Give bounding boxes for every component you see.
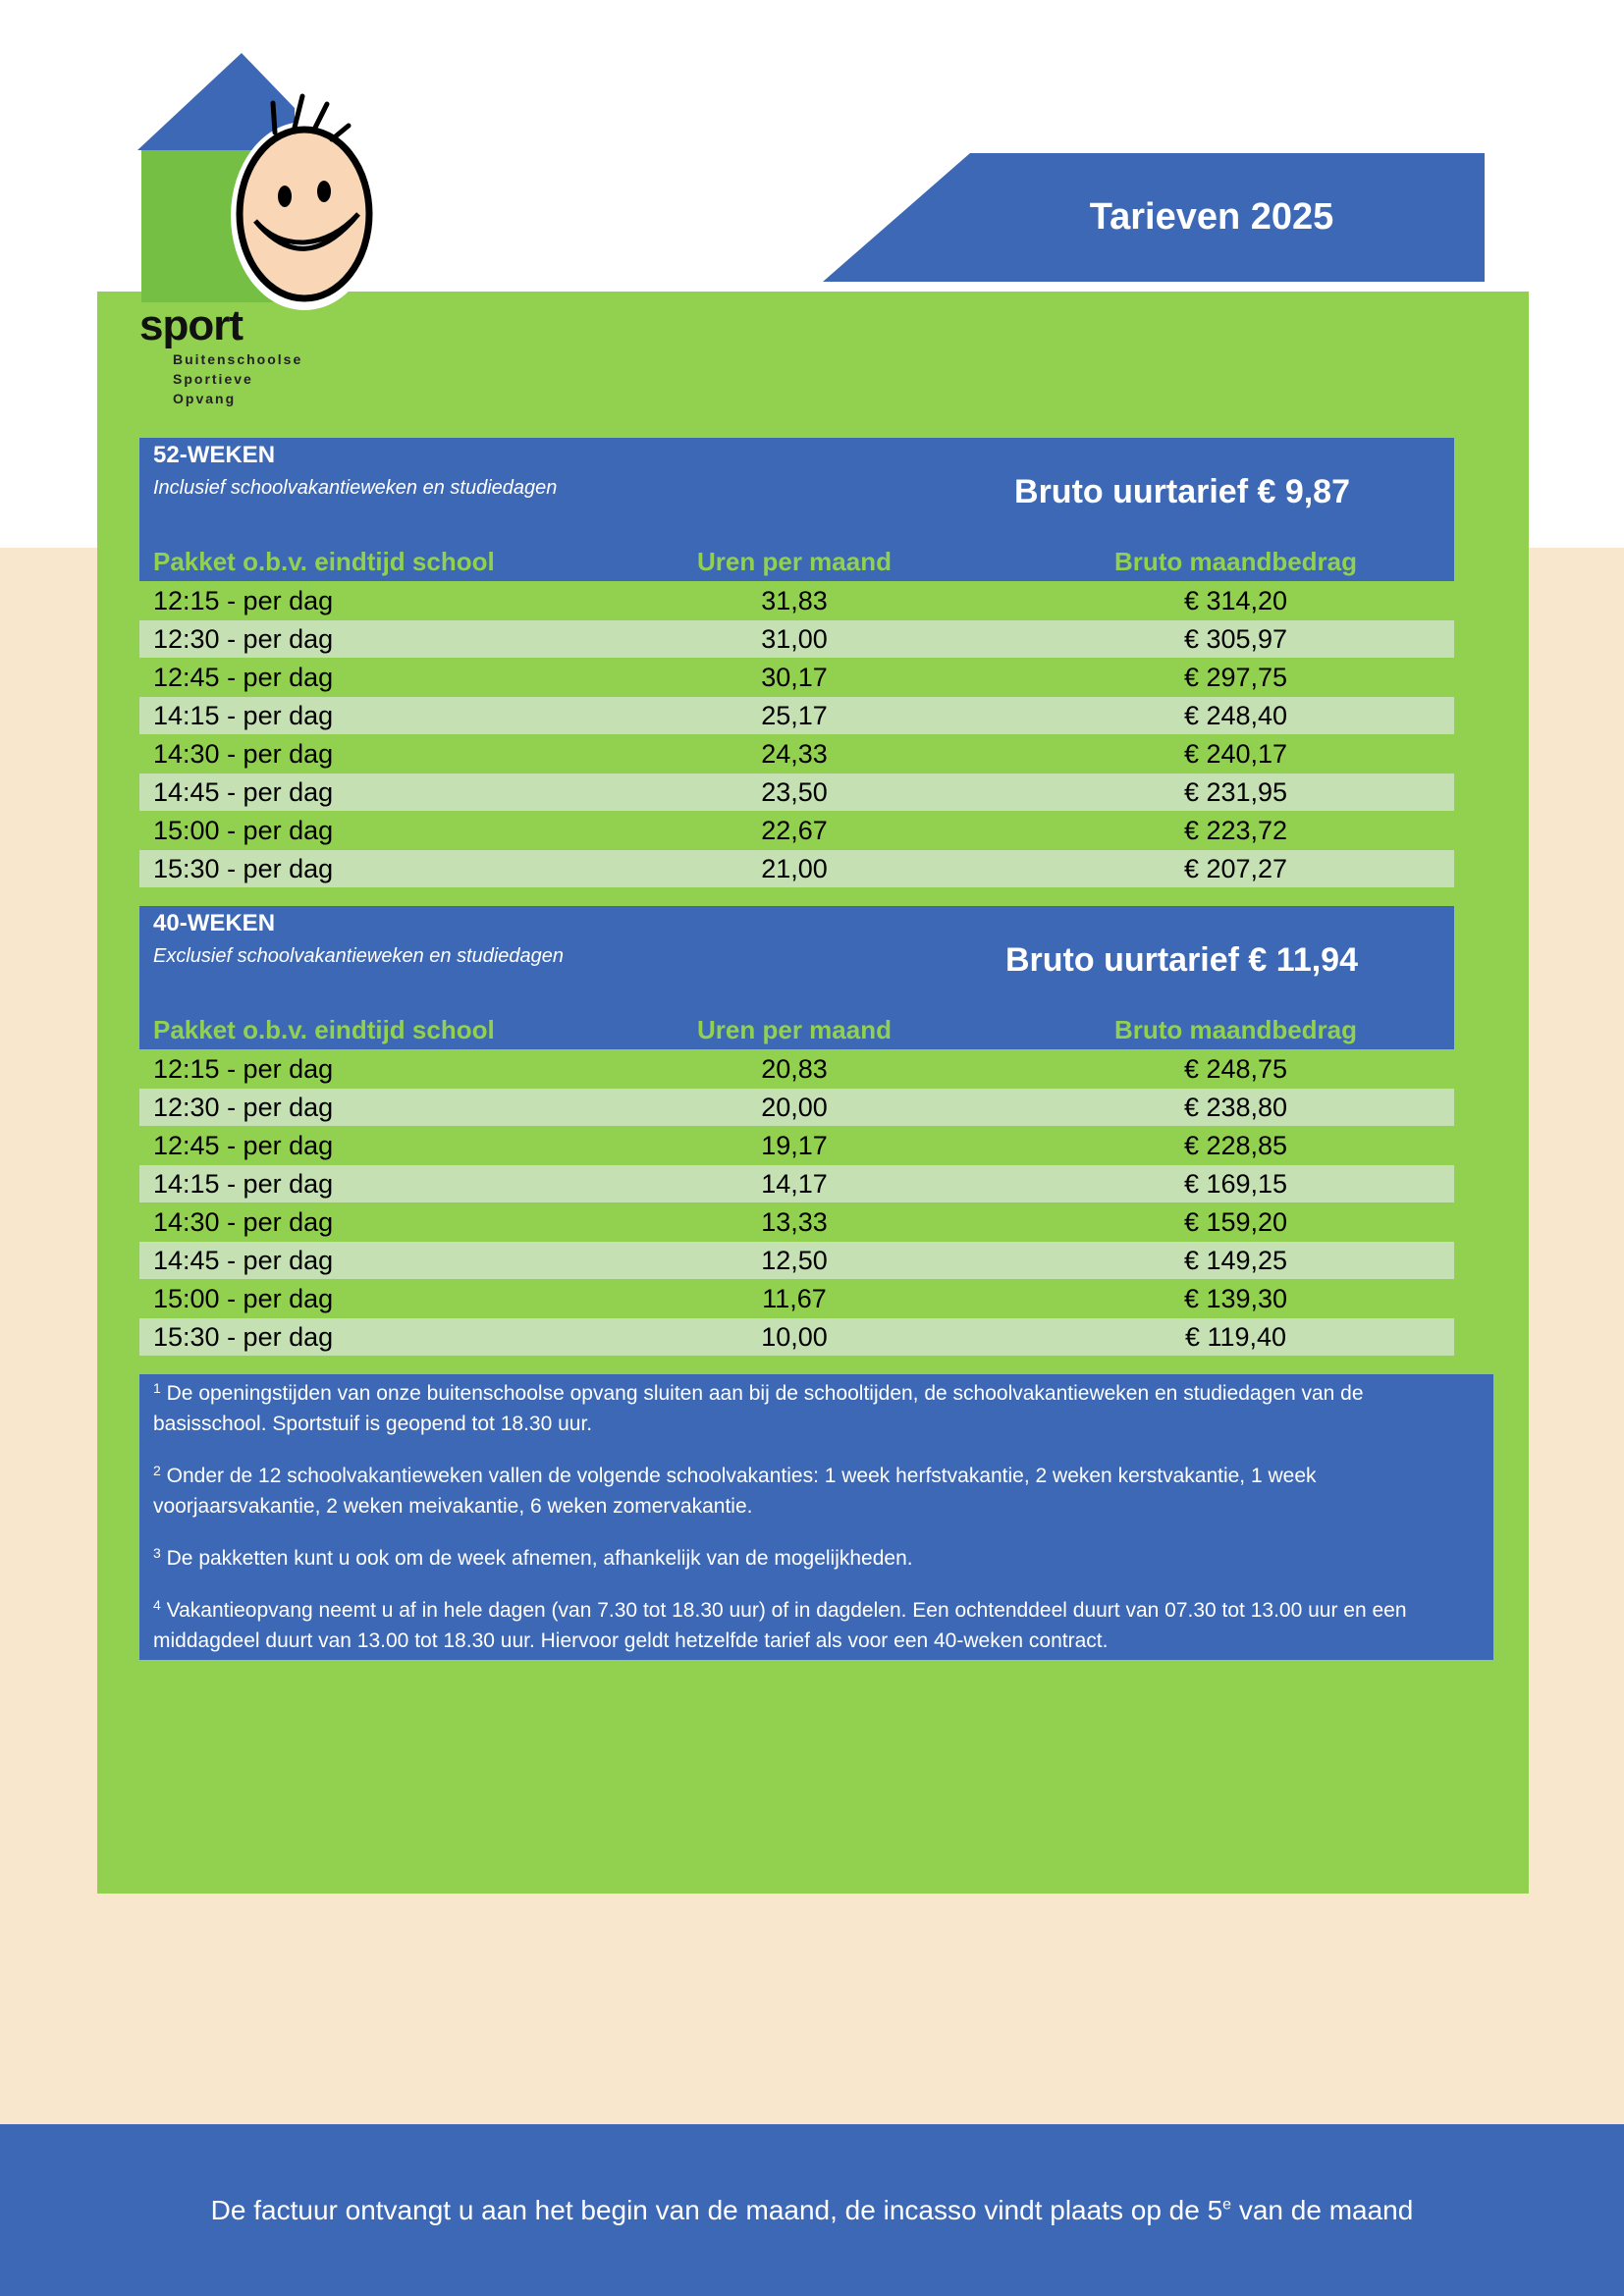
footnote: $^2$ Onder de 12 schoolvakantieweken vallen de volgende schoolvakanties: 1 week herfstvakantie, 2 weken kerstvakantie, 1 week voorjaarsvakantie, 2 weken meivakantie, 6 weken zomervakantie. bbox=[153, 1463, 1317, 1518]
table-subtitle: Inclusief schoolvakantieweken en studiedagen bbox=[153, 477, 558, 499]
footnote: $^1$ De openingstijden van onze buitenschoolse opvang sluiten aan bij de schooltijden, de schoolvakantieweken en studiedagen van de basisschool. Sportstuif is geopend tot 18.30 uur. bbox=[153, 1380, 1364, 1435]
table-row: 12:45 - per dag 30,17 € 297,75 bbox=[139, 658, 1454, 696]
column-headers bbox=[139, 1010, 1454, 1049]
table-title: 40-WEKEN bbox=[153, 910, 276, 936]
column-header-package: Pakket o.b.v. eindtijd school bbox=[153, 1014, 495, 1044]
table-row: 14:30 - per dag 24,33 € 240,17 bbox=[139, 734, 1454, 773]
table-row: 15:30 - per dag 10,00 € 119,40 bbox=[139, 1317, 1454, 1356]
table-row: 12:30 - per dag 20,00 € 238,80 bbox=[139, 1088, 1454, 1126]
table-header bbox=[139, 438, 1454, 581]
table-row: 15:30 - per dag 21,00 € 207,27 bbox=[139, 849, 1454, 887]
hourly-rate: Bruto uurtarief € 9,87 bbox=[1014, 473, 1350, 510]
table-header bbox=[139, 906, 1454, 1049]
column-header-package: Pakket o.b.v. eindtijd school bbox=[153, 546, 495, 576]
footnote: $^3$ De pakketten kunt u ook om de week afnemen, afhankelijk van de mogelijkheden. bbox=[153, 1545, 913, 1570]
table-row: 14:30 - per dag 13,33 € 159,20 bbox=[139, 1202, 1454, 1241]
footnotes bbox=[139, 1374, 1493, 1660]
table-title: 52-WEKEN bbox=[153, 442, 276, 468]
column-header-hours: Uren per maand bbox=[697, 1014, 892, 1044]
table-row: 14:45 - per dag 23,50 € 231,95 bbox=[139, 773, 1454, 811]
column-header-hours: Uren per maand bbox=[697, 546, 892, 576]
table-row: 12:30 - per dag 31,00 € 305,97 bbox=[139, 619, 1454, 658]
table-row: 14:45 - per dag 12,50 € 149,25 bbox=[139, 1241, 1454, 1279]
column-header-amount: Bruto maandbedrag bbox=[1113, 546, 1358, 576]
table-subtitle: Exclusief schoolvakantieweken en studiedagen bbox=[153, 945, 565, 967]
hourly-rate: Bruto uurtarief € 11,94 bbox=[1004, 941, 1358, 979]
table-52-weken bbox=[139, 438, 1454, 887]
table-row: 14:15 - per dag 25,17 € 248,40 bbox=[139, 696, 1454, 734]
footer-bar bbox=[0, 2124, 1624, 2296]
table-40-weken bbox=[139, 906, 1454, 1356]
footnote: $^4$ Vakantieopvang neemt u af in hele dagen (van 7.30 tot 18.30 uur) of in dagdelen. Een ochtenddeel duurt van 07.30 tot 13.00 uur en een middagdeel duurt van 13.00 tot 18.30 uur. Hiervoor geldt hetzelfde tarief als voor een 40-weken contract. bbox=[153, 1597, 1407, 1652]
column-header-amount: Bruto maandbedrag bbox=[1113, 1014, 1358, 1044]
column-headers bbox=[139, 542, 1454, 581]
table-row: 14:15 - per dag 14,17 € 169,15 bbox=[139, 1164, 1454, 1202]
table-row: 15:00 - per dag 22,67 € 223,72 bbox=[139, 811, 1454, 849]
logo-wordmark: sportstuif bbox=[139, 300, 368, 350]
table-row: 12:45 - per dag 19,17 € 228,85 bbox=[139, 1126, 1454, 1164]
logo-tagline: Buitenschoolse Sportieve Opvang bbox=[173, 351, 303, 406]
page-title: Tarieven 2025 bbox=[1089, 196, 1334, 238]
table-row: 12:15 - per dag 20,83 € 248,75 bbox=[139, 1049, 1454, 1088]
table-row: 12:15 - per dag 31,83 € 314,20 bbox=[139, 581, 1454, 619]
table-row: 15:00 - per dag 11,67 € 139,30 bbox=[139, 1279, 1454, 1317]
footer-text: De factuur ontvangt u aan het begin van de maand, de incasso vindt plaats op de 5e van de maand bbox=[210, 2194, 1414, 2225]
